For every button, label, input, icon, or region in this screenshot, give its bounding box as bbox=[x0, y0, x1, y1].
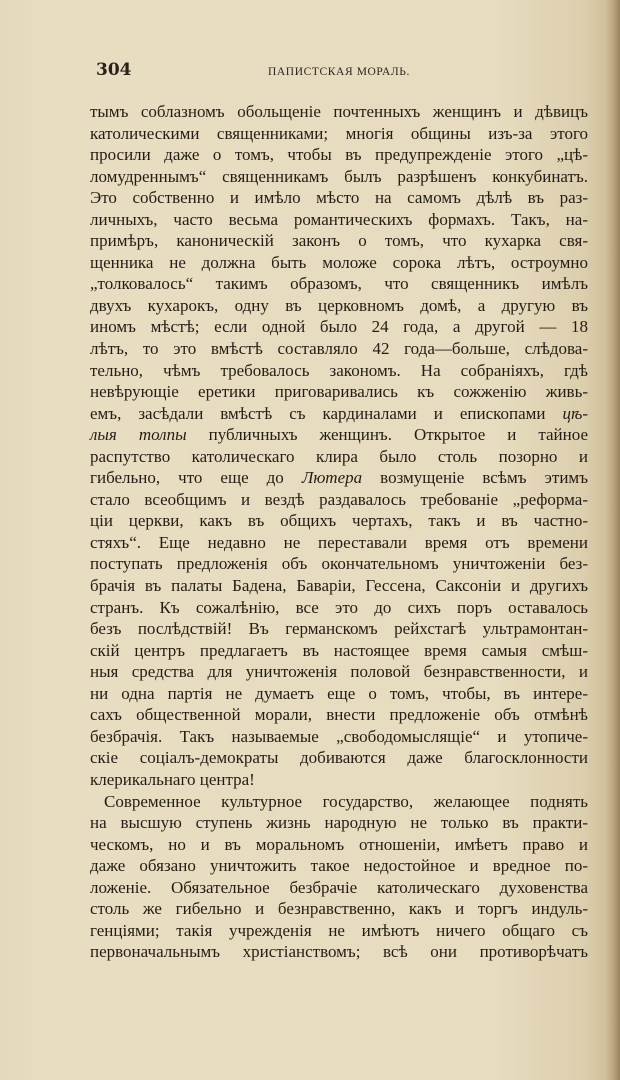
text-line: иномъ мѣстѣ; если одной было 24 года, а другой — 18 bbox=[90, 317, 588, 337]
text-line: ческомъ, но и въ моральномъ отношеніи, имѣетъ право и bbox=[90, 834, 588, 854]
text-line: личныхъ, часто весьма романтическихъ формахъ. Такъ, на- bbox=[90, 209, 588, 229]
text-line: поступать предложенія объ окончательномъ уничтоженіи без- bbox=[90, 554, 588, 574]
text-line: гибельно, что еще до Лютера возмущеніе всѣмъ этимъ bbox=[90, 468, 588, 488]
text-line: лыя толпы публичныхъ женщинъ. Открытое и тайное bbox=[90, 425, 589, 445]
italic-name-luther: Лютера bbox=[301, 468, 363, 488]
text-line: ложеніе. Обязательное безбрачіе католическаго духовенства bbox=[90, 877, 588, 897]
text-line: лѣтъ, то это вмѣстѣ составляло 42 года—больше, слѣдова- bbox=[90, 339, 588, 359]
page-edge-shadow bbox=[606, 0, 620, 1080]
text-line: стало всеобщимъ и вездѣ раздавалось требованіе „реформа- bbox=[90, 489, 588, 509]
body-text bbox=[90, 101, 588, 963]
text-line: распутство католическаго клира было столь позорно и bbox=[90, 446, 588, 466]
italic-phrase: лыя толпы bbox=[90, 425, 187, 445]
text-line: скій центръ предлагаетъ въ настоящее время самыя смѣш- bbox=[90, 640, 588, 660]
text-line: католическими священниками; многія общины изъ-за этого bbox=[90, 123, 588, 143]
text-line: ломудреннымъ“ священникамъ былъ разрѣшенъ конкубинатъ. bbox=[90, 166, 588, 186]
text-line: безбрачія. Такъ называемые „свободомыслящіе“ и утопиче- bbox=[90, 726, 588, 746]
text-line: примѣръ, каноническій законъ о томъ, что кухарка свя- bbox=[90, 231, 588, 251]
text-line: Это собственно и имѣло мѣсто на самомъ дѣлѣ въ раз- bbox=[90, 188, 588, 208]
text-line: столь же гибельно и безнравственно, какъ и торгъ индуль- bbox=[90, 899, 588, 919]
text-line: тельно, чѣмъ требовалось закономъ. На собраніяхъ, гдѣ bbox=[90, 360, 588, 380]
text-line: ни одна партія не думаетъ еще о томъ, чтобы, въ интере- bbox=[90, 683, 588, 703]
text-line: странъ. Къ сожалѣнію, все это до сихъ поръ оставалось bbox=[90, 597, 588, 617]
text-line: сахъ общественной морали, внести предложеніе объ отмѣнѣ bbox=[90, 705, 588, 725]
text-line: первоначальнымъ христіанствомъ; всѣ они противорѣчатъ bbox=[90, 942, 588, 962]
text-line: клерикальнаго центра! bbox=[90, 769, 255, 789]
text-line: тымъ соблазномъ обольщеніе почтенныхъ женщинъ и дѣвицъ bbox=[90, 102, 588, 121]
text-line: брачія въ палаты Бадена, Баваріи, Гессена, Саксоніи и другихъ bbox=[90, 576, 588, 596]
text-line: стяхъ“. Еще недавно не переставали время отъ времени bbox=[90, 532, 588, 552]
text-line: Современное культурное государство, желающее поднять bbox=[104, 791, 588, 811]
text-line: щенника не должна быть моложе сорока лѣтъ, остроумно bbox=[90, 252, 588, 272]
page-number: 304 bbox=[96, 60, 132, 80]
italic-phrase: цѣ- bbox=[562, 403, 588, 423]
text-line: ныя средства для уничтоженія половой безнравственности, и bbox=[90, 662, 588, 682]
running-head: ПАПИСТСКАЯ МОРАЛЬ. bbox=[268, 66, 410, 78]
text-line: на высшую ступень жизнь народную не только въ практи- bbox=[90, 813, 588, 833]
text-line: генціями; такія учрежденія не имѣютъ ничего общаго съ bbox=[90, 920, 588, 940]
text-line: ціи церкви, какъ въ общихъ чертахъ, такъ и въ частно- bbox=[90, 511, 588, 531]
text-line: даже обязано уничтожить такое недостойное и вредное по- bbox=[90, 856, 588, 876]
text-line: невѣрующіе еретики приговаривались къ сожженію живь- bbox=[90, 382, 588, 402]
text-line: емъ, засѣдали вмѣстѣ съ кардиналами и епископами цѣ- bbox=[90, 403, 588, 423]
text-line: „толковалось“ такимъ образомъ, что священникъ имѣлъ bbox=[90, 274, 588, 294]
text-line: скіе соціалъ-демократы добиваются даже благосклонности bbox=[90, 748, 588, 768]
text-line: безъ послѣдствій! Въ германскомъ рейхстагѣ ультрамонтан- bbox=[90, 619, 588, 639]
text-line: просили даже о томъ, чтобы въ предупрежденіе этого „цѣ- bbox=[90, 145, 588, 165]
text-line: двухъ кухарокъ, одну въ церковномъ домѣ, а другую въ bbox=[90, 295, 588, 315]
